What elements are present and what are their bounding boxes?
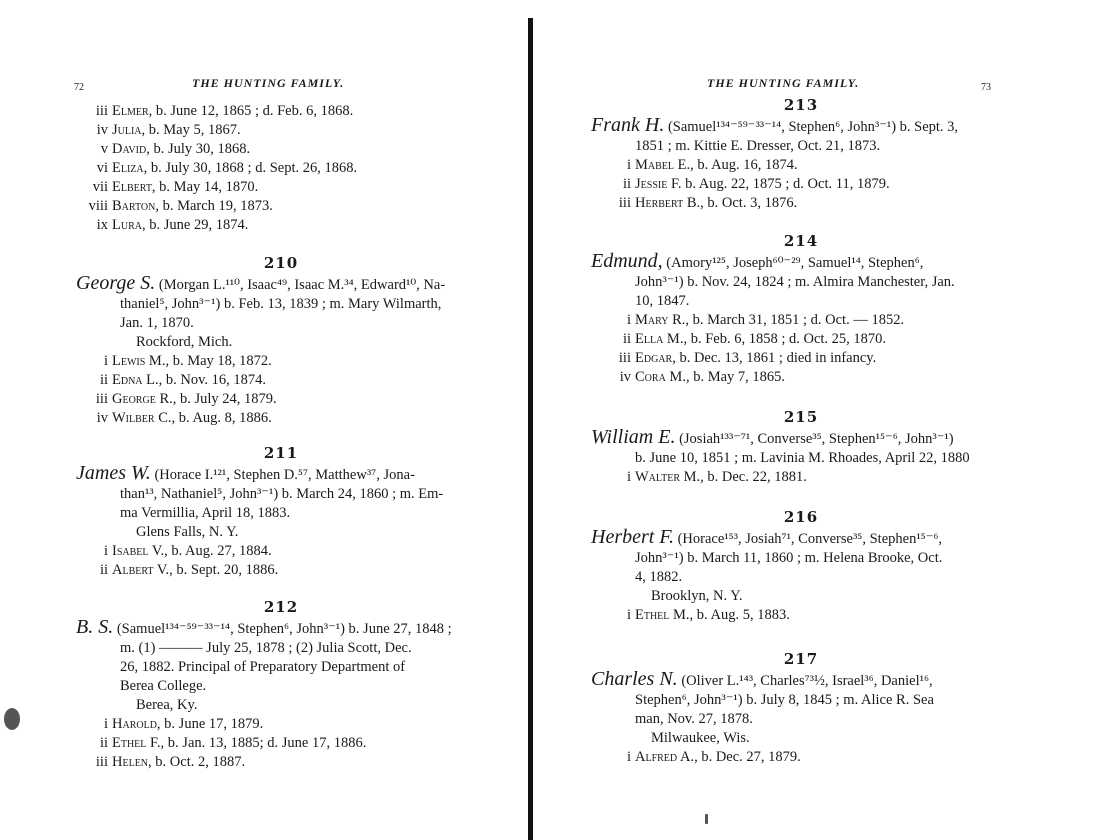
entry-number: 212 (263, 598, 299, 616)
entry-header: James W. (Horace I.¹²¹, Stephen D.⁵⁷, Matthew³⁷, Jona- (76, 462, 415, 484)
person-name: Charles N. (591, 668, 678, 690)
right-page (535, 0, 1098, 840)
entry-number: 213 (783, 96, 819, 114)
child-entry: iii Edgar, b. Dec. 13, 1861 ; died in infancy. (618, 350, 877, 366)
child-entry: iv Julia, b. May 5, 1867. (96, 122, 241, 138)
entry-header: Frank H. (Samuel¹³⁴⁻⁵⁹⁻³³⁻¹⁴, Stephen⁶, John³⁻¹) b. Sept. 3, (591, 114, 959, 136)
person-name: Edmund, (591, 250, 663, 272)
genealogy-entry: 211 James W. (Horace I.¹²¹, Stephen D.⁵⁷, Matthew³⁷, Jona- than¹³, Nathaniel⁵, John³⁻¹) b. March 24, 1860 ; m. Em- ma Vermillia, April 18, 1883. Glens Falls, N. Y. i Isabel V., b. Aug. 27, 1884. ii Albert V., b. Sept. 20, 1886. (76, 444, 486, 580)
residence: Rockford, Mich. (136, 334, 233, 350)
entry-number: 214 (783, 232, 819, 250)
entry-number: 216 (783, 508, 819, 526)
person-name: James W. (76, 462, 151, 484)
child-entry: i Alfred A., b. Dec. 27, 1879. (626, 749, 801, 765)
child-entry: iii George R., b. July 24, 1879. (95, 391, 277, 407)
entry-number: 217 (783, 650, 819, 668)
child-entry: vi Eliza, b. July 30, 1868 ; d. Sept. 26, 1868. (96, 160, 358, 176)
child-entry: iv Cora M., b. May 7, 1865. (619, 369, 786, 385)
entry-header: B. S. (Samuel¹³⁴⁻⁵⁹⁻³³⁻¹⁴, Stephen⁶, John³⁻¹) b. June 27, 1848 ; (76, 616, 452, 638)
residence: Milwaukee, Wis. (651, 730, 750, 746)
child-entry: iii Herbert B., b. Oct. 3, 1876. (618, 195, 798, 211)
entry-header: George S. (Morgan L.¹¹⁰, Isaac⁴⁹, Isaac M.³⁴, Edward¹⁰, Na- (76, 272, 446, 294)
child-entry: i Isabel V., b. Aug. 27, 1884. (103, 543, 272, 559)
child-entry: i Lewis M., b. May 18, 1872. (103, 353, 272, 369)
person-name: William E. (591, 426, 676, 448)
child-entry: ii Edna L., b. Nov. 16, 1874. (99, 372, 267, 388)
person-name: Frank H. (591, 114, 665, 136)
entry-number: 215 (783, 408, 819, 426)
child-entry: i Mary R., b. March 31, 1851 ; d. Oct. — 1852. (626, 312, 905, 328)
ink-speck (705, 814, 708, 824)
child-entry: i Harold, b. June 17, 1879. (103, 716, 264, 732)
child-entry: v David, b. July 30, 1868. (100, 141, 251, 157)
left-page (0, 0, 520, 840)
child-entry: iv Wilber C., b. Aug. 8, 1886. (96, 410, 272, 426)
child-entry: iii Helen, b. Oct. 2, 1887. (95, 754, 246, 770)
page-gutter (528, 18, 533, 840)
entry-header: Herbert F. (Horace¹⁵³, Josiah⁷¹, Converse³⁵, Stephen¹⁵⁻⁶, (591, 526, 943, 548)
child-entry: viii Barton, b. March 19, 1873. (88, 198, 273, 214)
child-entry: ii Jessie F. b. Aug. 22, 1875 ; d. Oct. 11, 1879. (622, 176, 890, 192)
child-entry: i Mabel E., b. Aug. 16, 1874. (626, 157, 798, 173)
residence: Glens Falls, N. Y. (136, 524, 239, 540)
entry-header: William E. (Josiah¹³³⁻⁷¹, Converse³⁵, Stephen¹⁵⁻⁶, John³⁻¹) (591, 426, 954, 448)
entry-number: 211 (263, 444, 299, 462)
child-entry: ix Lura, b. June 29, 1874. (96, 217, 249, 233)
ink-blot (4, 708, 20, 730)
genealogy-entry: 213 Frank H. (Samuel¹³⁴⁻⁵⁹⁻³³⁻¹⁴, Stephen⁶, John³⁻¹) b. Sept. 3, 1851 ; m. Kittie E. Dresser, Oct. 21, 1873. i Mabel E., b. Aug. 16, 1874. ii Jessie F. b. Aug. 22, 1875 ; d. Oct. 11, 1879. iii Herbert B., b. Oct. 3, 1876. (591, 96, 1011, 213)
entry-header: Edmund, (Amory¹²⁵, Joseph⁶⁰⁻²⁹, Samuel¹⁴, Stephen⁶, (591, 250, 924, 272)
person-name: Herbert F. (591, 526, 674, 548)
child-entry: ii Albert V., b. Sept. 20, 1886. (99, 562, 279, 578)
genealogy-entry: 210 George S. (Morgan L.¹¹⁰, Isaac⁴⁹, Isaac M.³⁴, Edward¹⁰, Na- thaniel⁵, John³⁻¹) b. Feb. 13, 1839 ; m. Mary Wilmarth, Jan. 1, 1870. Rockford, Mich. i Lewis M., b. May 18, 1872. ii Edna L., b. Nov. 16, 1874. iii George R., b. July 24, 1879. iv Wilber C., b. Aug. 8, 1886. (76, 254, 486, 428)
person-name: B. S. (76, 616, 114, 638)
page-number: 72 (74, 82, 84, 93)
child-entry: iii Elmer, b. June 12, 1865 ; d. Feb. 6, 1868. (95, 103, 354, 119)
page-number: 73 (981, 82, 991, 93)
entry-number: 210 (263, 254, 299, 272)
genealogy-entry: 216 Herbert F. (Horace¹⁵³, Josiah⁷¹, Converse³⁵, Stephen¹⁵⁻⁶, John³⁻¹) b. March 11, 1860 ; m. Helena Brooke, Oct. 4, 1882. Brooklyn, N. Y. i Ethel M., b. Aug. 5, 1883. (591, 508, 1011, 625)
genealogy-entry: 214 Edmund, (Amory¹²⁵, Joseph⁶⁰⁻²⁹, Samuel¹⁴, Stephen⁶, John³⁻¹) b. Nov. 24, 1824 ; m. Almira Manchester, Jan. 10, 1847. i Mary R., b. March 31, 1851 ; d. Oct. — 1852. ii Ella M., b. Feb. 6, 1858 ; d. Oct. 25, 1870. iii Edgar, b. Dec. 13, 1861 ; died in infancy. iv Cora M., b. May 7, 1865. (591, 232, 1011, 387)
child-entry: ii Ella M., b. Feb. 6, 1858 ; d. Oct. 25, 1870. (622, 331, 887, 347)
child-entry: i Walter M., b. Dec. 22, 1881. (626, 469, 807, 485)
child-entry: i Ethel M., b. Aug. 5, 1883. (626, 607, 790, 623)
genealogy-entry: 217 Charles N. (Oliver L.¹⁴³, Charles⁷³½, Israel³⁶, Daniel¹⁶, Stephen⁶, John³⁻¹) b. July 8, 1845 ; m. Alice R. Sea man, Nov. 27, 1878. Milwaukee, Wis. i Alfred A., b. Dec. 27, 1879. (591, 650, 1011, 767)
entry-header: Charles N. (Oliver L.¹⁴³, Charles⁷³½, Israel³⁶, Daniel¹⁶, (591, 668, 933, 690)
genealogy-entry: 215 William E. (Josiah¹³³⁻⁷¹, Converse³⁵, Stephen¹⁵⁻⁶, John³⁻¹) b. June 10, 1851 ; m. Lavinia M. Rhoades, April 22, 1880 i Walter M., b. Dec. 22, 1881. (591, 408, 1011, 487)
person-name: George S. (76, 272, 156, 294)
running-head: THE HUNTING FAMILY. (192, 76, 345, 90)
residence: Brooklyn, N. Y. (651, 588, 743, 604)
residence: Berea, Ky. (136, 697, 198, 713)
genealogy-entry: 212 B. S. (Samuel¹³⁴⁻⁵⁹⁻³³⁻¹⁴, Stephen⁶, John³⁻¹) b. June 27, 1848 ; m. (1) ——— July 25, 1878 ; (2) Julia Scott, Dec. 26, 1882. Principal of Preparatory Department of Berea College. Berea, Ky. i Harold, b. June 17, 1879. ii Ethel F., b. Jan. 13, 1885; d. June 17, 1886. iii Helen, b. Oct. 2, 1887. (76, 598, 486, 772)
child-entry: ii Ethel F., b. Jan. 13, 1885; d. June 17, 1886. (99, 735, 367, 751)
continued-children-list (52, 102, 492, 235)
child-entry: vii Elbert, b. May 14, 1870. (92, 179, 259, 195)
running-head: THE HUNTING FAMILY. (707, 76, 860, 90)
